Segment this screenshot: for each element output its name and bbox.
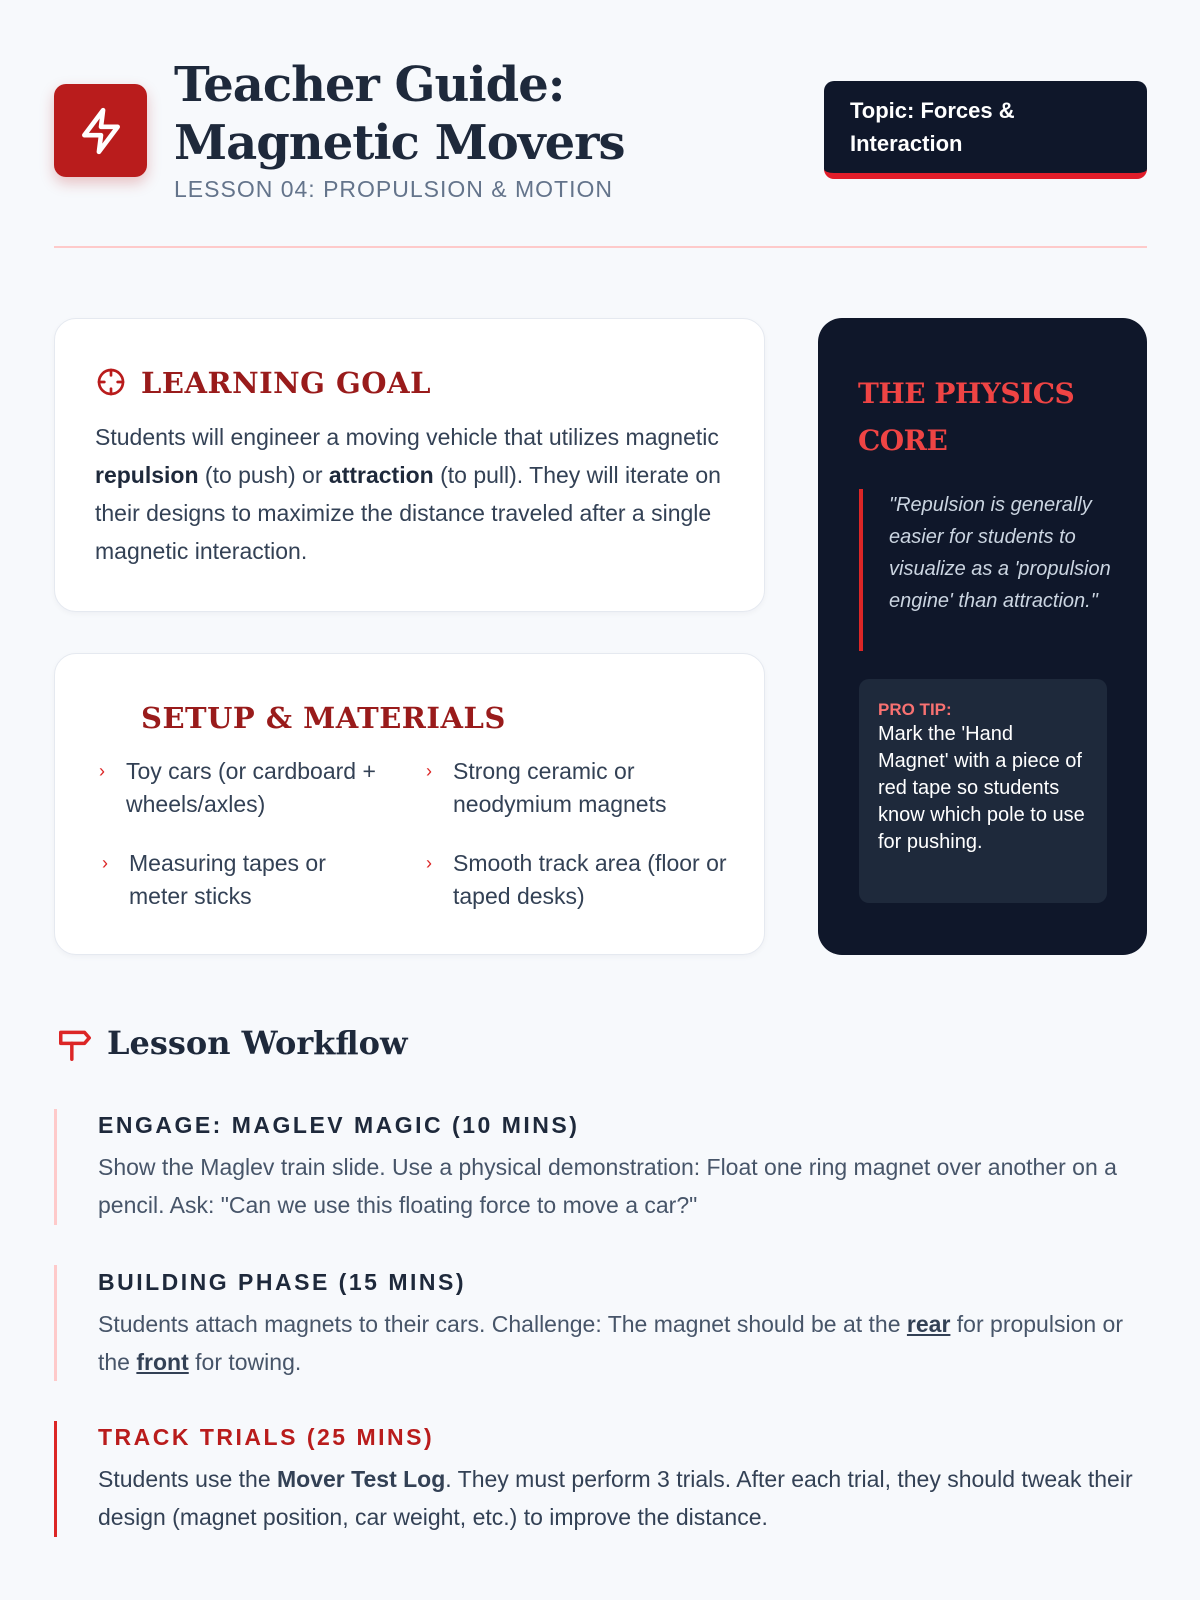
pro-tip-label: PRO TIP: [878,700,952,719]
step-accent-bar-active [54,1421,57,1537]
materials-list-item: › Toy cars (or cardboard + wheels/axles) [126,755,396,821]
materials-list-item: › Measuring tapes or meter sticks [129,847,389,913]
physics-quote: "Repulsion is generally easier for students to visualize as a 'propulsion engine' than attraction." [889,494,1111,612]
mover-test-log-term: Mover Test Log [277,1466,446,1492]
attraction-term: attraction [328,462,434,488]
setup-materials-heading: SETUP & MATERIALS [141,701,506,735]
step-engage-title: ENGAGE: MAGLEV MAGIC (10 MINS) [98,1112,580,1138]
step-accent-bar [54,1109,57,1225]
materials-list-item: › Smooth track area (floor or taped desks) [453,847,743,913]
target-icon [95,366,127,398]
learning-goal-heading: LEARNING GOAL [141,366,431,400]
chevron-right-icon: › [102,853,108,873]
chevron-right-icon: › [426,761,432,781]
lightning-bolt-icon [76,106,126,156]
step-trials-text: Students use the Mover Test Log. They must perform 3 trials. After each trial, they should tweak their design (magnet position, car weight, etc.) to improve the distance. [98,1466,1133,1530]
step-engage-text: Show the Maglev train slide. Use a physical demonstration: Float one ring magnet over another on a pencil. Ask: "Can we use this floating force to move a car?" [98,1154,1117,1218]
lesson-subtitle: LESSON 04: PROPULSION & MOTION [174,176,613,202]
header-divider [54,246,1147,248]
emphasis-rear: rear [906,1311,951,1337]
emphasis-front: front [136,1349,189,1375]
topic-badge: Topic: Forces & Interaction [824,81,1147,179]
signpost-icon [56,1026,94,1064]
step-accent-bar [54,1265,57,1381]
quote-accent-bar [859,489,863,651]
pro-tip-box [859,679,1107,903]
page-title: Teacher Guide: Magnetic Movers [174,57,625,171]
materials-list-item: › Strong ceramic or neodymium magnets [453,755,743,821]
step-building-title: BUILDING PHASE (15 MINS) [98,1269,466,1295]
pro-tip-text: Mark the 'Hand Magnet' with a piece of red tape so students know which pole to use for pushing. [878,723,1085,853]
chevron-right-icon: › [99,761,105,781]
repulsion-term: repulsion [95,462,199,488]
lesson-logo [54,84,147,177]
workflow-title: Lesson Workflow [107,1024,408,1062]
chevron-right-icon: › [426,853,432,873]
physics-core-title: THE PHYSICS CORE [858,377,1075,457]
step-trials-title: TRACK TRIALS (25 MINS) [98,1424,435,1450]
learning-goal-text: Students will engineer a moving vehicle that utilizes magnetic repulsion (to push) or attraction (to pull). They will iterate on their designs to maximize the distance traveled after a single magnetic interaction. [95,424,721,564]
step-building-text: Students attach magnets to their cars. Challenge: The magnet should be at the rear for propulsion or the front for towing. [98,1311,1123,1375]
